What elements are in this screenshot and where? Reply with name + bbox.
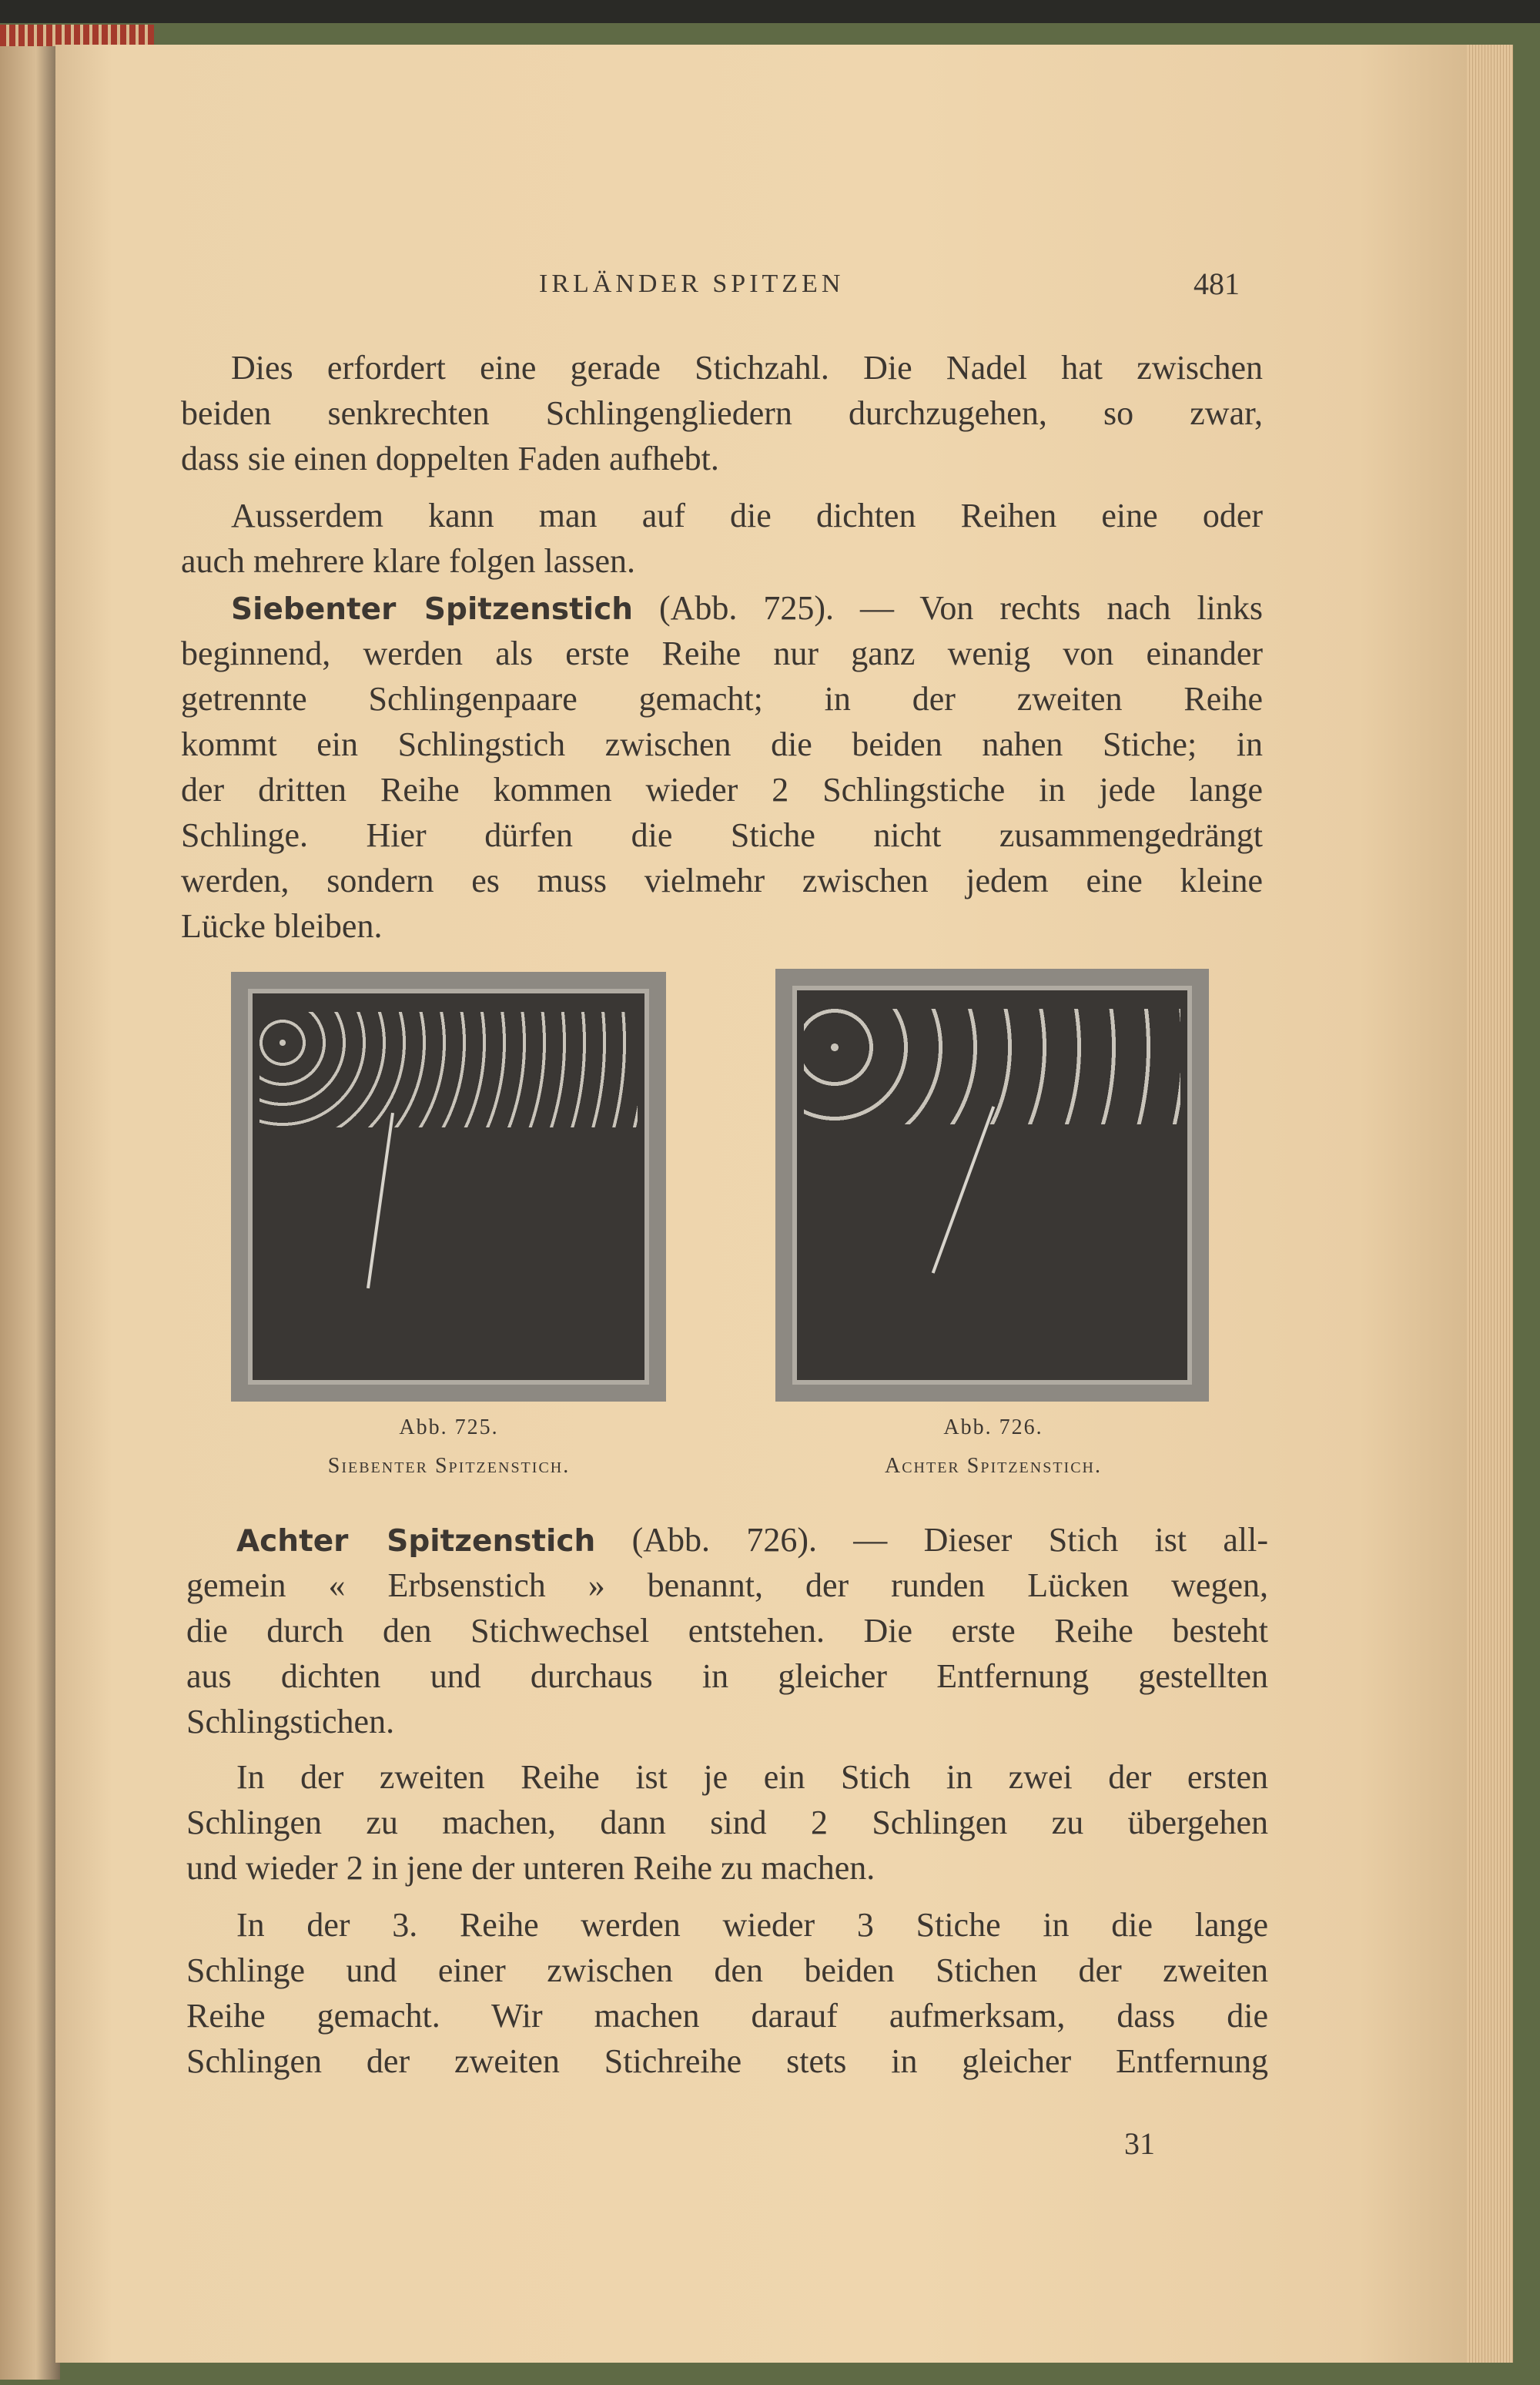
text-line: Schlinge. Hier dürfen die Stiche nicht zusammengedrängt bbox=[181, 816, 1263, 854]
text-line: Schlingen zu machen, dann sind 2 Schlingen zu übergehen bbox=[186, 1804, 1268, 1841]
figure-726-image bbox=[775, 969, 1209, 1402]
text-line: aus dichten und durchaus in gleicher Entfernung gestellten bbox=[186, 1657, 1268, 1695]
text-line: und wieder 2 in jene der unteren Reihe zu machen. bbox=[186, 1849, 875, 1887]
figure-725-caption: Siebenter Spitzenstich. bbox=[327, 1454, 571, 1478]
section-text: (Abb. 726). — Dieser Stich ist all- bbox=[631, 1521, 1268, 1559]
page-stack-edge bbox=[1467, 45, 1513, 2363]
text-line: kommt ein Schlingstich zwischen die beiden nahen Stiche; in bbox=[181, 725, 1263, 763]
text-line: werden, sondern es muss vielmehr zwischen jedem eine kleine bbox=[181, 862, 1263, 899]
text-line: Ausserdem kann man auf die dichten Reihen eine oder bbox=[231, 497, 1263, 534]
figure-725-image bbox=[231, 972, 666, 1402]
figure-725-number: Abb. 725. bbox=[399, 1415, 499, 1439]
text-line: gemein « Erbsenstich » benannt, der runden Lücken wegen, bbox=[186, 1566, 1268, 1604]
text-line: Schlingen der zweiten Stichreihe stets in gleicher Entfernung bbox=[186, 2042, 1268, 2080]
previous-page-edge bbox=[0, 46, 60, 2380]
text-line: der dritten Reihe kommen wieder 2 Schlingstiche in jede lange bbox=[181, 771, 1263, 809]
section-heading: Achter Spitzenstich bbox=[236, 1524, 596, 1559]
section-text: (Abb. 725). — Von rechts nach links bbox=[658, 589, 1264, 627]
text-line: In der zweiten Reihe ist je ein Stich in zwei der ersten bbox=[236, 1758, 1268, 1796]
figure-726-number: Abb. 726. bbox=[943, 1415, 1043, 1439]
text-line: Schlingstichen. bbox=[186, 1703, 395, 1740]
text-line: Reihe gemacht. Wir machen darauf aufmerksam, dass die bbox=[186, 1997, 1268, 2035]
text-line: getrennte Schlingenpaare gemacht; in der zweiten Reihe bbox=[181, 680, 1263, 718]
signature-mark: 31 bbox=[1124, 2126, 1155, 2161]
text-line: In der 3. Reihe werden wieder 3 Stiche in die lange bbox=[236, 1906, 1268, 1944]
text-line: dass sie einen doppelten Faden aufhebt. bbox=[181, 440, 719, 477]
text-line: Schlinge und einer zwischen den beiden Stichen der zweiten bbox=[186, 1951, 1268, 1989]
section-first-line bbox=[186, 1517, 1268, 1563]
text-line: beginnend, werden als erste Reihe nur ganz wenig von einander bbox=[181, 635, 1263, 672]
text-line: Dies erfordert eine gerade Stichzahl. Die Nadel hat zwischen bbox=[231, 349, 1263, 387]
text-line: Lücke bleiben. bbox=[181, 907, 383, 945]
text-line: die durch den Stichwechsel entstehen. Die erste Reihe besteht bbox=[186, 1612, 1268, 1650]
section-heading: Siebenter Spitzenstich bbox=[231, 592, 633, 627]
figure-726-caption: Achter Spitzenstich. bbox=[884, 1454, 1102, 1478]
section-first-line bbox=[181, 585, 1263, 631]
running-header: IRLÄNDER SPITZEN bbox=[539, 270, 845, 298]
text-line: beiden senkrechten Schlingengliedern durchzugehen, so zwar, bbox=[181, 394, 1263, 432]
page-number: 481 bbox=[1194, 266, 1240, 301]
text-line: auch mehrere klare folgen lassen. bbox=[181, 542, 636, 580]
